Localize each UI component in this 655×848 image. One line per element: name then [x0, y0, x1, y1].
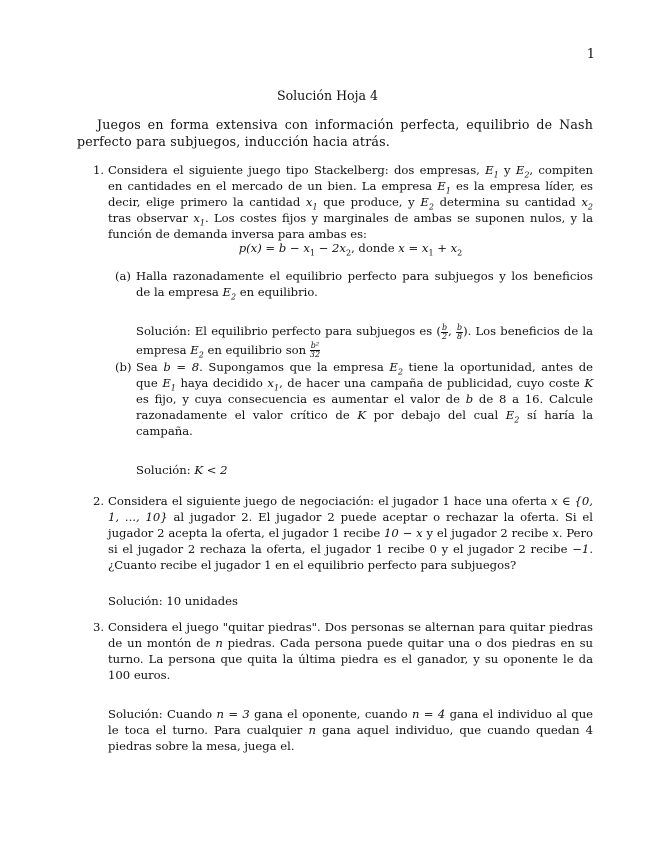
problem-2-statement: Considera el siguiente juego de negociación: el jugador 1 hace una oferta x ∈ {0, 1, ..., 10} al jugador 2. El jugador 2 puede aceptar o rechazar la oferta. Si el jugador 2 acepta la oferta, el jugador 1 recibe 10 − x y el jugador 2 recibe x. Pero si el jugador 2 rechaza la oferta, el jugador 1 recibe 0 y el jugador 2 recibe −1.¿Cuanto recibe el jugador 1 en el equilibrio perfecto para subjuegos?	[108, 494, 594, 572]
part-b-label: (b)	[115, 360, 132, 374]
problem-2-solution: Solución: 10 unidades	[108, 594, 238, 608]
page-title: Solución Hoja 4	[276, 88, 379, 103]
demand-equation: $p(x) = b - x_1 - 2x_2$, donde $x = x_1 + x_2$	[238, 241, 463, 258]
problem-2-number: 2.	[93, 494, 105, 508]
solution-label: Solución:	[136, 463, 191, 477]
solution-label: Solución:	[108, 707, 163, 721]
part-a-solution: Solución: El equilibrio perfecto para subjuegos es ( $\frac{b}{2}$ , $\frac{b}{8}$ ). Los beneficios de la empresa $E_2$ en equilibrio son $\frac{\text{b²}}{32}$	[136, 322, 594, 359]
part-b-solution: Solución: K < 2	[136, 463, 228, 477]
part-a-statement: Halla razonadamente el equilibrio perfecto para subjuegos y los beneficios de la empresa $E_2$ en equilibrio.	[136, 269, 593, 302]
part-b-statement: Sea b = 8. Supongamos que la empresa $E_2$ tiene la oportunidad, antes de que $E_1$ haya decidido $x_1$, de hacer una campaña de publicidad, cuyo coste K es fijo, y cuya consecuencia es aumentar el valor de b de 8 a 16. Calcule razonadamente el valor crítico de K por debajo del cual $E_2$ sí haría la campaña.	[136, 360, 594, 438]
page-number: 1	[586, 47, 595, 62]
solution-label: Solución:	[108, 594, 163, 608]
intro-paragraph	[77, 116, 593, 150]
part-a-label: (a)	[115, 269, 131, 283]
problem-1-number: 1.	[93, 163, 105, 177]
problem-3-number: 3.	[93, 620, 105, 634]
problem-3-solution: Solución: Cuando n = 3 gana el oponente, cuando n = 4 gana el individuo al que le toca el turno. Para cualquier n gana aquel individuo, que cuando quedan 4 piedras sobre la mesa, juega el.	[108, 707, 594, 753]
problem-3-statement: Considera el juego "quitar piedras". Dos personas se alternan para quitar piedras de un montón de n piedras. Cada persona puede quitar una o dos piedras en su turno. La persona que quita la última piedra es el ganador, y su oponente le da 100 euros.	[108, 620, 594, 682]
intro-text: Juegos en forma extensiva con información perfecta, equilibrio de Nash perfecto para subjuegos, inducción hacia atrás.	[77, 117, 593, 149]
solution-label: Solución:	[136, 324, 191, 338]
problem-1-statement: Considera el siguiente juego tipo Stackelberg: dos empresas, $E_1$ y $E_2$, compiten en cantidades en el mercado de un bien. La empresa $E_1$ es la empresa líder, es decir, elige primero la cantidad $x_1$ que produce, y $E_2$ determina su cantidad $x_2$ tras observar $x_1$. Los costes fijos y marginales de ambas se suponen nulos, y la función de demanda inversa para ambas es:	[108, 163, 594, 241]
